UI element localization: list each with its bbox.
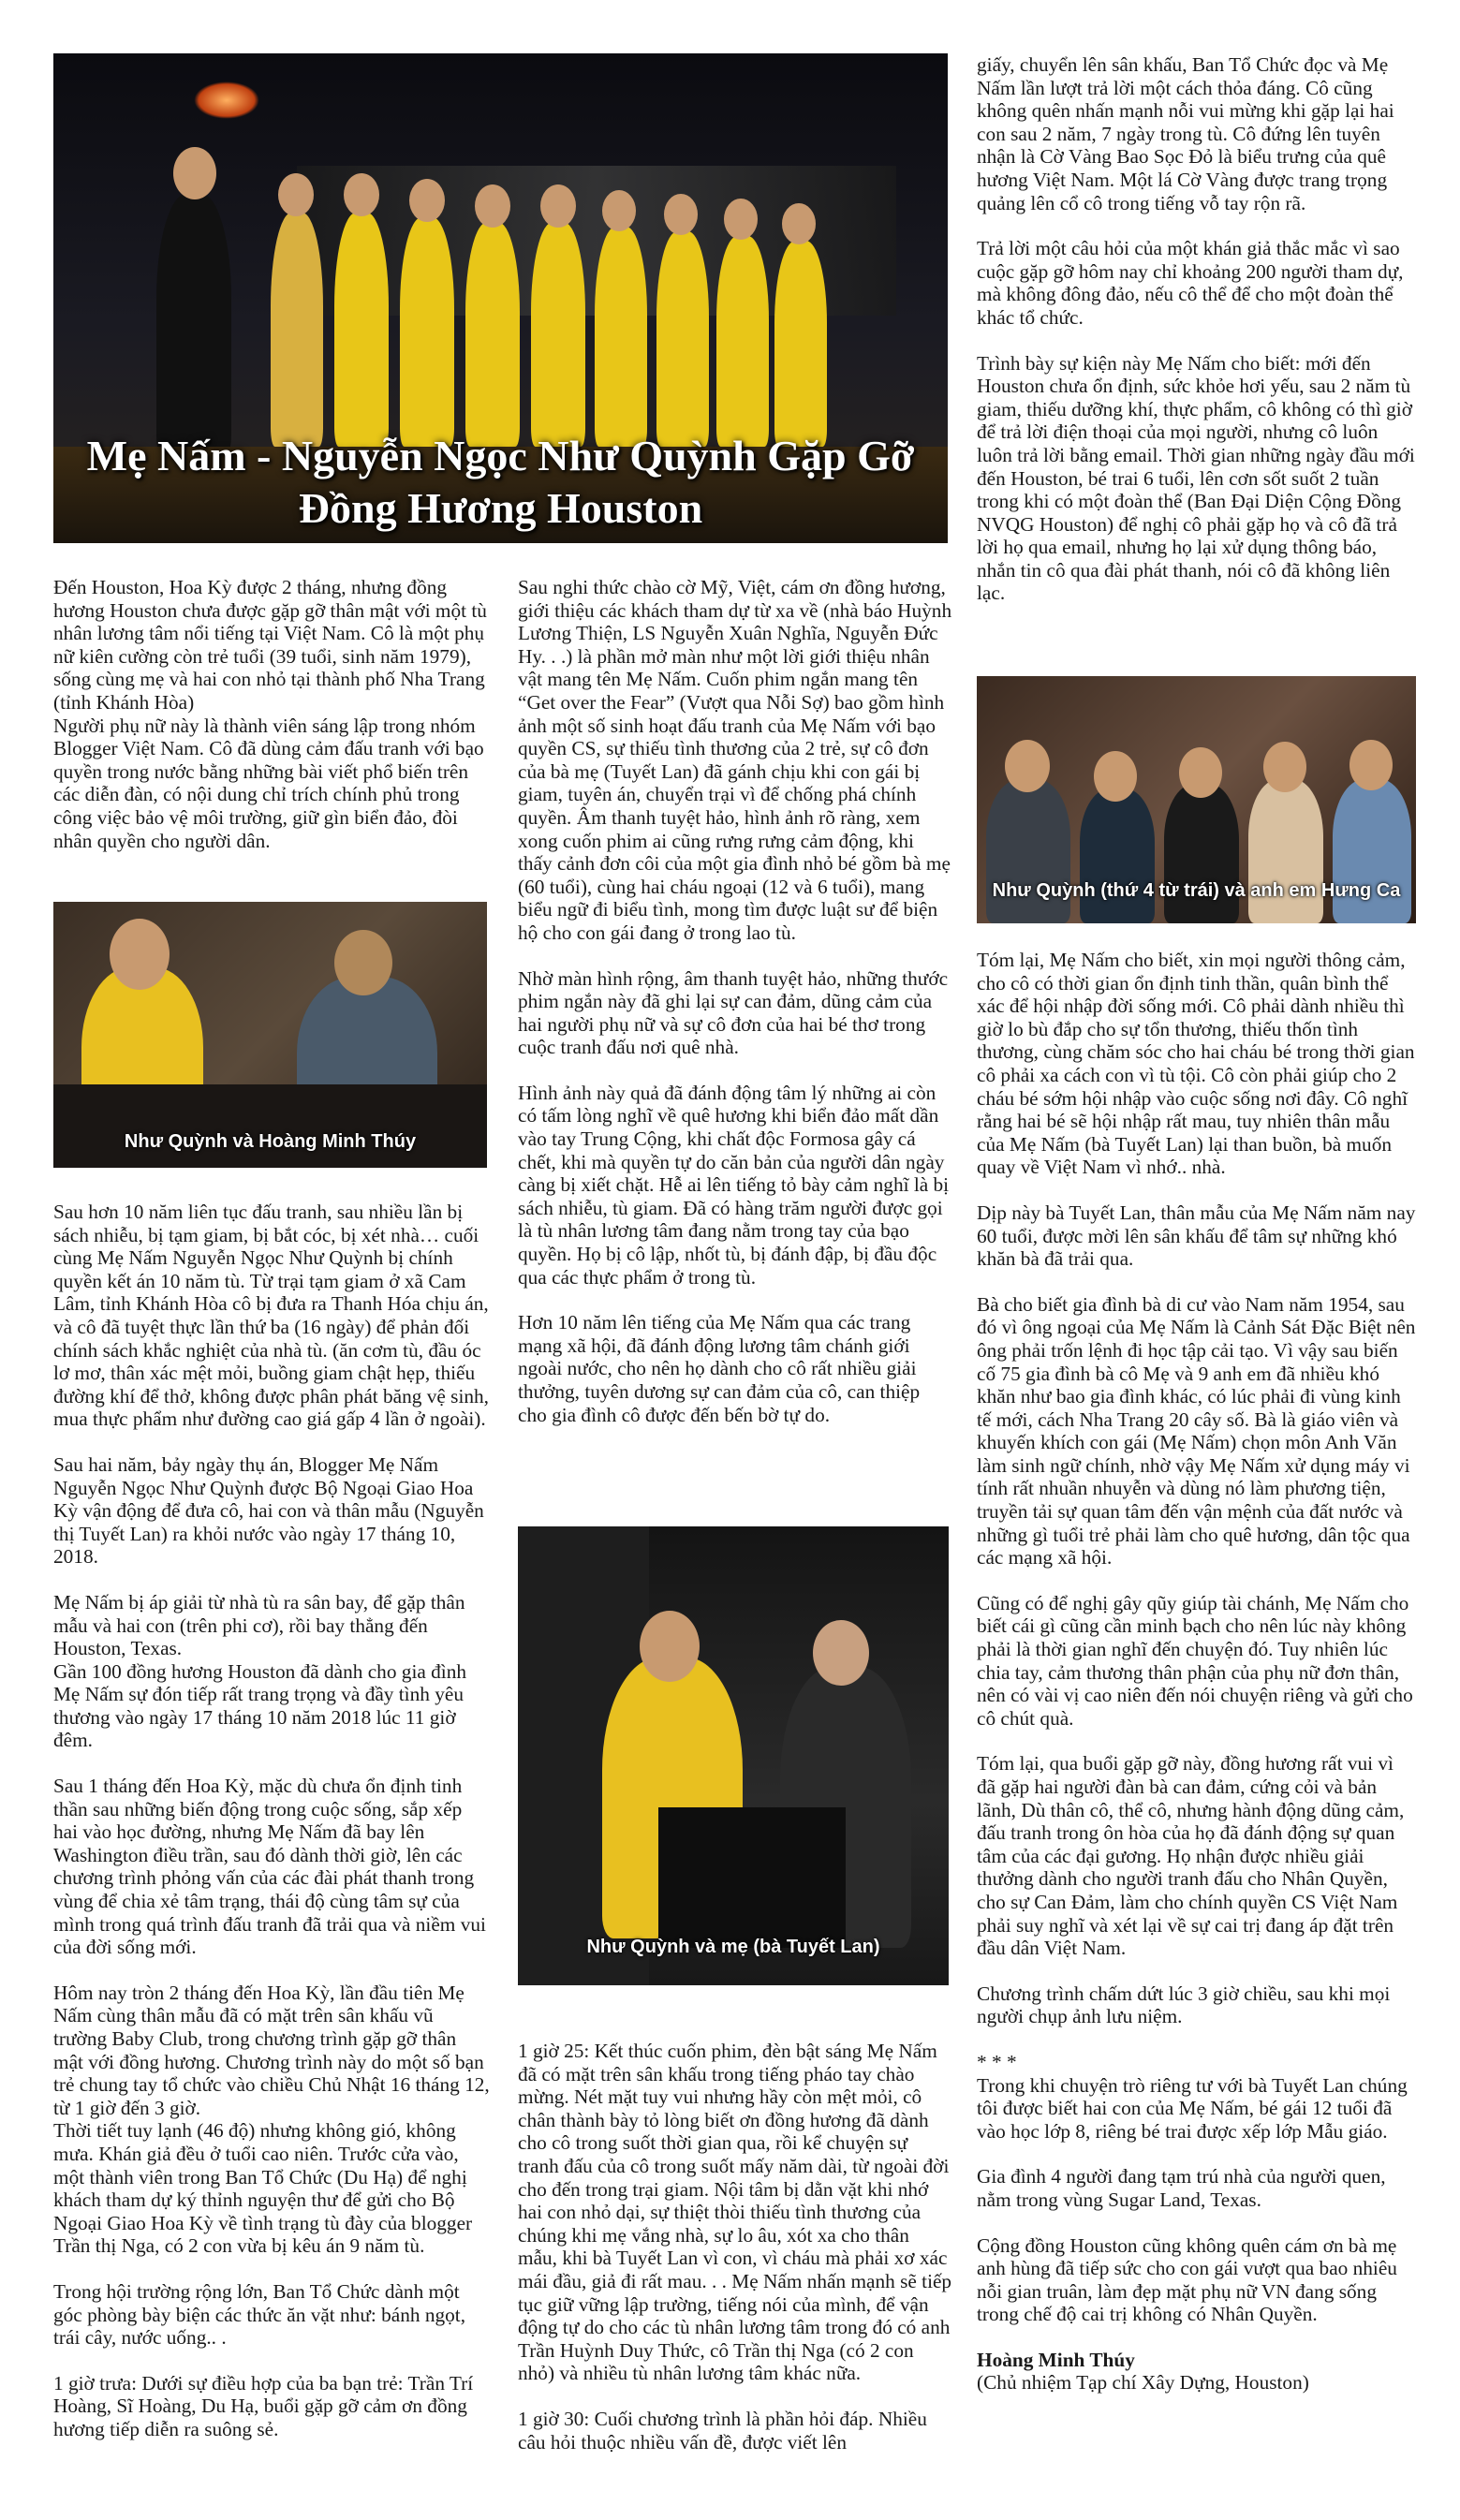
paragraph: Mẹ Nấm bị áp giải từ nhà tù ra sân bay, để gặp thân mẫu và hai con (trên phi cơ), rồi bay thẳng đến Houston, Texas. — [53, 1590, 465, 1660]
hero-photo — [53, 53, 948, 543]
paragraph: Dịp này bà Tuyết Lan, thân mẫu của Mẹ Nấm năm nay 60 tuổi, được mời lên sân khấu để tâm sự những khó khăn bà đã trải qua. — [977, 1201, 1416, 1271]
paragraph: Cũng có để nghị gây qũy giúp tài chánh, Mẹ Nấm cho biết cái gì cũng cần minh bạch cho nên lúc này không phải là thời gian nghĩ đến chuyện đó. Tuy nhiên lúc chia tay, cảm thương thân phận của phụ nữ đơn thân, nên có vài vị cao niên đến nói chuyện riêng và gửi cho cô chút quà. — [977, 1591, 1413, 1730]
paragraph: Nhờ màn hình rộng, âm thanh tuyệt hảo, những thước phim ngắn này đã ghi lại sự can đảm, dũng cảm của hai người phụ nữ và sự cô đơn của hai bé thơ trong cuộc tranh đấu nơi quê nhà. — [518, 966, 949, 1059]
stage-flame — [194, 81, 259, 119]
article-column-3b — [977, 949, 1417, 2395]
paragraph: Sau 1 tháng đến Hoa Kỳ, mặc dù chưa ổn định tinh thần sau những biến động trong cuộc sống, sắp xếp hai vào học đường, nhưng Mẹ Nấm đã bay lên Washington điều trần, sau đó dành thời giờ, lên các chương trình phỏng vấn của các đài phát thanh trong vùng để chia xẻ tâm trạng, thái độ cùng tâm sự của mình trong quá trình đấu tranh đã trải qua và niềm vui của đời sống mới. — [53, 1775, 486, 1959]
paragraph: 1 giờ 25: Kết thúc cuốn phim, đèn bật sáng Mẹ Nấm đã có mặt trên sân khấu trong tiếng pháo tay chào mừng. Nét mặt tuy vui nhưng hầy còn mệt mỏi, cô chân thành bày tỏ lòng biết ơn đồng hương đã dành cho cô trong suốt thời gian qua, rồi kể chuyện sự tranh đấu của cô trong suốt mấy năm dài, từ ngoài đời cho đến trong trại giam. Nội tâm bị dằn vặt khi nhớ hai con nhỏ dại, sự thiệt thòi thiếu tình thương của chúng khi mẹ vắng nhà, sự lo âu, xót xa cho thân mẫu, khi bà Tuyết Lan vì con, vì cháu mà phải xơ xác mái đầu, giả đi rất mau. . . Mẹ Nấm nhấn mạnh sẽ tiếp tục giữ vững lập trường, tiếng nói của mình, để vận động tự do cho các tù nhân lương tâm trong đó có anh Trần Huỳnh Duy Thức, cô Trần thị Nga (có 2 con nhỏ) và nhiều tù nhân lương tâm khác nữa. — [518, 2040, 952, 2385]
table — [53, 1084, 487, 1168]
podium — [658, 1807, 846, 1948]
paragraph: Bà cho biết gia đình bà di cư vào Nam năm 1954, sau đó vì ông ngoại của Mẹ Nấm là Cảnh Sát Đặc Biệt nên ông phải trốn lệnh đi học tập cải tạo. Vì vậy sau biến cố 75 gia đình bà cô Mẹ và 9 anh em đã nhiều khó khăn như bao gia đình khác, có lúc phải đi vùng kinh tế mới, cách Nha Trang 20 cây số. Bà là giáo viên và khuyến khích con gái (Mẹ Nấm) chọn môn Anh Văn làm sinh ngữ chính, nhờ vậy Mẹ Nấm xử dụng máy vi tính rất nhuần nhuyễn và dùng nó làm phương tiện, truyền tải sự quan tâm đến vận mệnh của đất nước và những gì tuổi trẻ phải làm cho quê hương, dân tộc qua các mạng xã hội. — [977, 1292, 1416, 1569]
photo-caption: Như Quỳnh (thứ 4 từ trái) và anh em Hưng Ca — [992, 880, 1401, 901]
article-column-1 — [53, 576, 491, 875]
photo-caption: Như Quỳnh và mẹ (bà Tuyết Lan) — [586, 1937, 880, 1957]
paragraph: Hôm nay tròn 2 tháng đến Hoa Kỳ, lần đầu tiên Mẹ Nấm cùng thân mẫu đã có mặt trên sân khấu vũ trường Baby Club, trong chương trình gặp gỡ thân mật với đồng hương. Chương trình này do một số bạn trẻ chung tay tổ chức vào chiều Chủ Nhật 16 tháng 12, từ 1 giờ đến 3 giờ. — [53, 1981, 490, 2119]
article-column-2b — [518, 2040, 952, 2476]
photo-caption: Như Quỳnh và Hoàng Minh Thúy — [124, 1131, 417, 1152]
paragraph: Người phụ nữ này là thành viên sáng lập trong nhóm Blogger Việt Nam. Cô đã dùng cảm đấu tranh với bạo quyền trong nước bằng những bài viết phổ biến trên các diễn đàn, có nội dung chỉ trích chính phủ trong công việc bảo vệ môi trường, giữ gìn biển đảo, đòi nhân quyền cho người dân. — [53, 714, 484, 852]
paragraph: Trong hội trường rộng lớn, Ban Tổ Chức dành một góc phòng bày biện các thức ăn vặt như: bánh ngọt, trái cây, nước uống.. . — [53, 2279, 466, 2350]
paragraph: giấy, chuyển lên sân khấu, Ban Tổ Chức đọc và Mẹ Nấm lần lượt trả lời một cách thỏa đáng. Cô cũng không quên nhấn mạnh nỗi vui mừng khi gặp lại hai con sau 2 năm, 7 ngày trong tù. Cô đứng lên tuyên nhận là Cờ Vàng Bao Sọc Đỏ là biểu trưng của quê hương Việt Nam. Một lá Cờ Vàng được trang trọng quảng lên cổ cô trong tiếng vỗ tay rộn rã. — [977, 53, 1394, 214]
paragraph: Trong khi chuyện trò riêng tư với bà Tuyết Lan chúng tôi được biết hai con của Mẹ Nấm, bé gái 12 tuổi đã vào học lớp 8, riêng bé trai được xếp lớp Mẫu giáo. — [977, 2073, 1408, 2143]
paragraph: Trình bày sự kiện này Mẹ Nấm cho biết: mới đến Houston chưa ổn định, sức khỏe hơi yếu, sau 2 năm tù giam, thiếu dưỡng khí, thực phẩm, cô không có thì giờ để trả lời điện thoại của mọi người, nhưng cô luôn luôn trả lời bằng email. Thời gian những ngày đầu mới đến Houston, bé trai 6 tuổi, lên cơn sốt suốt 2 tuần trong khi có một đoàn thể (Ban Đại Diện Cộng Đồng NVQG Houston) để nghị cô phải gặp họ và cô đã trả lời họ qua email, nhưng họ lại xử dụng thông báo, nhắn tin cô qua đài phát thanh, nói cô đã không liên lạc. — [977, 351, 1415, 605]
paragraph: Chương trình chấm dứt lúc 3 giờ chiều, sau khi mọi người chụp ảnh lưu niệm. — [977, 1982, 1391, 2028]
article-column-2 — [518, 576, 952, 1449]
paragraph: Gia đình 4 người đang tạm trú nhà của người quen, nằm trong vùng Sugar Land, Texas. — [977, 2165, 1386, 2211]
man-in-suit — [156, 194, 231, 456]
paragraph: Thời tiết tuy lạnh (46 độ) nhưng không gió, không mưa. Khán giả đều ở tuổi cao niên. Trước cửa vào, một thành viên trong Ban Tổ Chức (Du Hạ) để nghị khách tham dự ký thỉnh nguyện thư để gửi cho Bộ Ngoại Giao Hoa Kỳ về tình trạng tù đày của blogger Trần thị Nga, có 2 con vừa bị kêu án 9 năm tù. — [53, 2119, 473, 2258]
paragraph: Trả lời một câu hỏi của một khán giả thắc mắc vì sao cuộc gặp gỡ hôm nay chỉ khoảng 200 người tham dự, mà không đông đảo, nếu cô thể để cho một đoàn thể khác tổ chức. — [977, 237, 1404, 329]
author-name: Hoàng Minh Thúy — [977, 2348, 1135, 2371]
paragraph: Tóm lại, Mẹ Nấm cho biết, xin mọi người thông cảm, cho cô có thời gian ổn định tinh thần, quân bình thể xác để hội nhập đời sống mới. Cô phải dành nhiều thì giờ lo bù đắp cho sự tổn thương, thiếu thốn tình thương, cùng chăm sóc cho hai cháu bé trong thời gian cô phải xa cách con vì tù tội. Cô còn phải giúp cho 2 cháu bé sớm hội nhập vào cuộc sống nơi đây. Cô nghĩ rằng hai bé sẽ hội nhập rất mau, tuy nhiên thân mẫu của Mẹ Nấm (bà Tuyết Lan) lại than buồn, bà muốn quay về Việt Nam vì nhớ.. nhà. — [977, 949, 1415, 1179]
photo-nhu-quynh-hung-ca — [977, 676, 1416, 923]
paragraph: Sau hai năm, bảy ngày thụ án, Blogger Mẹ Nấm Nguyễn Ngọc Như Quỳnh được Bộ Ngoại Giao Hoa Kỳ vận động để đưa cô, hai con và thân mẫu (Nguyễn thị Tuyết Lan) ra khỏi nước vào ngày 17 tháng 10, 2018. — [53, 1452, 484, 1569]
paragraph: Cộng đồng Houston cũng không quên cám ơn bà mẹ anh hùng đã tiếp sức cho con gái vượt qua bao nhiêu nỗi gian truân, làm đẹp mặt phụ nữ VN đang sống trong chế độ cai trị không có Nhân Quyền. — [977, 2233, 1397, 2326]
paragraph: Sau hơn 10 năm liên tục đấu tranh, sau nhiều lần bị sách nhiễu, bị tạm giam, bị bắt cóc, bị xét nhà… cuối cùng Mẹ Nấm Nguyễn Ngọc Như Quỳnh bị chính quyền kết án 10 năm tù. Từ trại tạm giam ở xã Cam Lâm, tỉnh Khánh Hòa cô bị đưa ra Thanh Hóa chịu án, và cô đã tuyệt thực lần thứ ba (16 ngày) để phản đối chính sách khắc nghiệt của nhà tù. (ăn cơm tù, đầu óc lơ mơ, thân xác mệt mỏi, buồng giam chật hẹp, thiếu đường khí để thở, không được phân phát băng vệ sinh, mua thực phẩm như đường cao giá gấp 4 lần ở ngoài). — [53, 1201, 489, 1431]
hero-title-line1: Mẹ Nấm - Nguyễn Ngọc Như Quỳnh Gặp Gỡ — [86, 432, 915, 479]
article-column-1b — [53, 1201, 491, 2464]
photo-nhu-quynh-va-me — [518, 1526, 949, 1985]
paragraph: Hình ảnh này quả đã đánh động tâm lý những ai còn có tấm lòng nghĩ về quê hương khi biển đảo mất dần vào tay Trung Cộng, khi chất độc Formosa gây cá chết, khi mà quyền tự do căn bản của người dân ngày càng bị xiết chặt. Hễ ai lên tiếng tỏ bày cảm nghĩ là bị sách nhiễu, tù giam. Đã có hàng trăm người được gọi là tù nhân lương tâm đang nằm trong tay của bạo quyền. Họ bị cô lập, nhốt tù, bị đánh đập, bị đầu độc qua các thực phẩm ở trong tù. — [518, 1081, 950, 1289]
paragraph: 1 giờ 30: Cuối chương trình là phần hỏi đáp. Nhiều câu hỏi thuộc nhiều vấn đề, được viết lên — [518, 2407, 927, 2454]
photo-nhu-quynh-hoang-minh-thuy — [53, 902, 487, 1168]
paragraph: Sau nghi thức chào cờ Mỹ, Việt, cám ơn đồng hương, giới thiệu các khách tham dự từ xa về (nhà báo Huỳnh Lương Thiện, LS Nguyễn Xuân Nghĩa, Nguyễn Đức Hy. . .) là phần mở màn như một lời giới thiệu nhân vật mang tên Mẹ Nấm. Cuốn phim ngắn mang tên “Get over the Fear” (Vượt qua Nỗi Sợ) bao gồm hình ảnh một số sinh hoạt đấu tranh của Mẹ Nấm với bạo quyền CS, sự thiếu tình thương của 2 trẻ, sự cô đơn của bà mẹ (Tuyết Lan) đã gánh chịu khi con gái bị giam, tuyên án, chuyển trại vì để chống phá chính quyền. Âm thanh tuyệt hảo, hình ảnh rõ ràng, xem xong cuốn phim ai cũng rưng rưng cảm động, khi thấy cảnh đơn côi của một gia đình nhỏ bé gồm bà mẹ (60 tuổi), cùng hai cháu ngoại (12 và 6 tuổi), mang biểu ngữ đi biểu tình, mong tìm được luật sư để biện hộ cho con gái đang ở trong lao tù. — [518, 576, 952, 944]
paragraph: Hơn 10 năm lên tiếng của Mẹ Nấm qua các trang mạng xã hội, đã đánh động lương tâm chánh giới ngoài nước, cho nên họ dành cho cô rất nhiều giải thưởng, tuyên dương sự can đảm của cô, can thiệp cho gia đình cô được đến bến bờ tự do. — [518, 1311, 921, 1426]
hero-title-line2: Đồng Hương Houston — [298, 484, 703, 532]
paragraph: Gần 100 đồng hương Houston đã dành cho gia đình Mẹ Nấm sự đón tiếp rất trang trọng và đầy tình yêu thương vào ngày 17 tháng 10 năm 2018 lúc 11 giờ đêm. — [53, 1659, 466, 1752]
paragraph: Đến Houston, Hoa Kỳ được 2 tháng, nhưng đồng hương Houston chưa được gặp gỡ thân mật với một tù nhân lương tâm nổi tiếng tại Việt Nam. Cô là một phụ nữ kiên cường còn trẻ tuổi (39 tuổi, sinh năm 1979), sống cùng mẹ và hai con nhỏ tại thành phố Nha Trang (tỉnh Khánh Hòa) — [53, 576, 487, 714]
paragraph: 1 giờ trưa: Dưới sự điều hợp của ba bạn trẻ: Trần Trí Hoàng, Sĩ Hoàng, Du Hạ, buổi gặp gỡ cảm ơn đồng hương tiếp diễn ra suông sẻ. — [53, 2371, 474, 2440]
section-separator: * * * — [977, 2050, 1017, 2073]
author-note: (Chủ nhiệm Tạp chí Xây Dựng, Houston) — [977, 2371, 1309, 2395]
paragraph: Tóm lại, qua buổi gặp gỡ này, đồng hương rất vui vì đã gặp hai người đàn bà can đảm, cứng cỏi và bản lãnh, Dù thân cô, thể cô, nhưng hành động dũng cảm, đấu tranh trong ôn hòa của họ đã đánh động sự quan tâm của các đại gương. Họ nhận được nhiều giải thưởng dành cho người tranh đấu cho Nhân Quyền, cho sự Can Đảm, làm cho chính quyền CS Việt Nam phải suy nghĩ và xét lại về sự cai trị đang áp đặt trên đầu dân Việt Nam. — [977, 1752, 1405, 1960]
article-column-3 — [977, 53, 1417, 627]
